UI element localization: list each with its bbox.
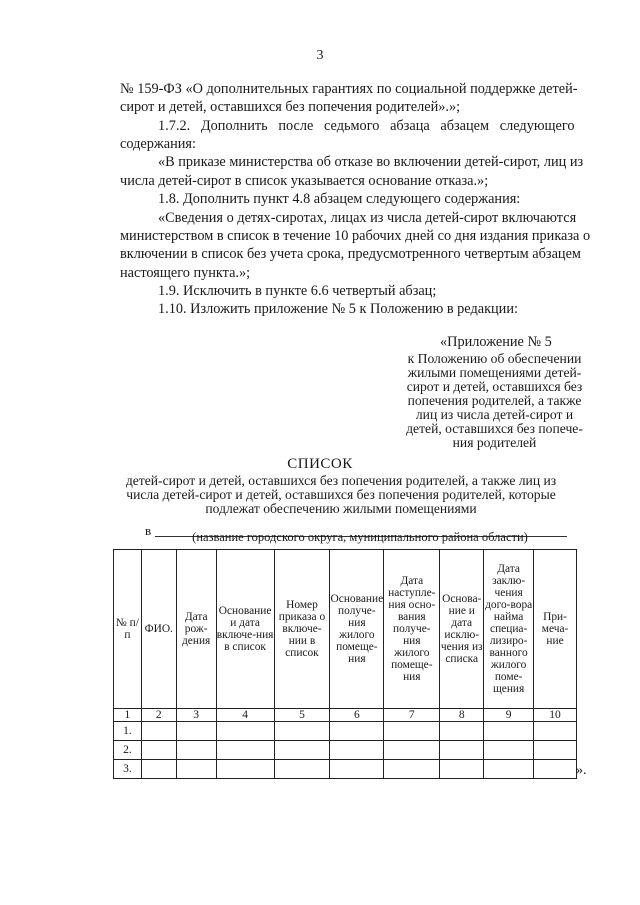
table-row — [114, 741, 577, 760]
appendix-line: ния родителей — [452, 435, 537, 450]
row-number: 2. — [114, 741, 142, 760]
appendix-heading: «Приложение № 5 — [440, 334, 552, 350]
appendix-line: к Положению об обеспечении — [407, 351, 582, 366]
column-number-row — [114, 709, 577, 722]
paragraph-line: «Сведения о детях-сиротах, лицах из числа детей-сирот включаются — [158, 210, 577, 226]
row-number: 1. — [114, 722, 142, 741]
table-cell — [484, 741, 534, 760]
table-cell — [534, 722, 577, 741]
appendix-line: сирот и детей, оставшихся без — [406, 379, 583, 394]
column-number: 10 — [534, 709, 577, 722]
table-cell — [384, 741, 440, 760]
column-number: 3 — [176, 709, 216, 722]
appendix-line: попечения родителей, а также — [407, 393, 582, 408]
table-cell — [176, 741, 216, 760]
paragraph-line: содержания: — [120, 136, 196, 152]
paragraph-line: министерством в список в течение 10 рабочих дней со дня издания приказа о — [120, 228, 591, 244]
column-header: Основание получе-ния жилого помеще-ния — [330, 550, 384, 709]
table-cell — [440, 741, 484, 760]
appendix-line: жилыми помещениями детей- — [407, 365, 582, 380]
column-number: 4 — [216, 709, 274, 722]
table-cell — [274, 722, 330, 741]
paragraph-line: 1.8. Дополнить пункт 4.8 абзацем следующего содержания: — [158, 191, 521, 207]
table-cell — [384, 722, 440, 741]
list-subtitle: детей-сирот и детей, оставшихся без попечения родителей, а также лиц из — [125, 473, 557, 488]
table-row — [114, 760, 577, 779]
paragraph-line: «В приказе министерства об отказе во включении детей-сирот, лиц из — [158, 154, 584, 170]
table-cell — [176, 760, 216, 779]
table-cell — [141, 760, 176, 779]
paragraph-line: 1.7.2. Дополнить после седьмого абзаца абзацем следующего — [158, 118, 575, 134]
column-header: Основа-ние и дата исклю-чения из списка — [440, 550, 484, 709]
column-header: Дата наступле-ния осно-вания получе-ния жилого помеще-ния — [384, 550, 440, 709]
table-cell — [274, 760, 330, 779]
column-number: 2 — [141, 709, 176, 722]
table-cell — [484, 760, 534, 779]
column-header: № п/п — [114, 550, 142, 709]
table-row — [114, 722, 577, 741]
column-header: При-меча-ние — [534, 550, 577, 709]
list-table — [113, 549, 577, 779]
column-number: 6 — [330, 709, 384, 722]
column-header: Дата заклю-чения дого-вора найма специа-лизиро-ванного жилого поме-щения — [484, 550, 534, 709]
table-cell — [274, 741, 330, 760]
table-cell — [216, 760, 274, 779]
page-number: 3 — [316, 48, 324, 63]
column-number: 5 — [274, 709, 330, 722]
table-cell — [440, 760, 484, 779]
list-title: СПИСОК — [287, 456, 353, 472]
table-header-row — [114, 550, 577, 709]
appendix-line: детей, оставшихся без попече- — [406, 421, 583, 436]
table-cell — [141, 741, 176, 760]
column-number: 8 — [440, 709, 484, 722]
municipality-caption: (название городского округа, муниципального района области) — [192, 530, 528, 544]
appendix-line: лиц из числа детей-сирот и — [415, 407, 574, 422]
table-cell — [176, 722, 216, 741]
paragraph-line: № 159-ФЗ «О дополнительных гарантиях по социальной поддержке детей- — [120, 81, 578, 97]
closing-quote: ». — [576, 763, 587, 778]
table-cell — [330, 722, 384, 741]
column-header: ФИО. — [141, 550, 176, 709]
list-subtitle: подлежат обеспечению жилыми помещениями — [205, 501, 477, 516]
paragraph-line: сирот и детей, оставшихся без попечения родителей».»; — [120, 99, 461, 115]
paragraph-line: 1.10. Изложить приложение № 5 к Положению в редакции: — [158, 301, 518, 317]
table-cell — [384, 760, 440, 779]
table-cell — [440, 722, 484, 741]
list-subtitle: числа детей-сирот и детей, оставшихся без попечения родителей, которые — [126, 487, 556, 502]
table-cell — [216, 741, 274, 760]
column-number: 1 — [114, 709, 142, 722]
row-number: 3. — [114, 760, 142, 779]
table-cell — [141, 722, 176, 741]
paragraph-line: 1.9. Исключить в пункте 6.6 четвертый абзац; — [158, 283, 437, 299]
paragraph-line: настоящего пункта.»; — [120, 265, 251, 281]
column-header: Основание и дата включе-ния в список — [216, 550, 274, 709]
paragraph-line: включении в список без учета срока, предусмотренного четвертым абзацем — [120, 246, 581, 262]
column-number: 7 — [384, 709, 440, 722]
table-cell — [330, 741, 384, 760]
column-header: Номер приказа о включе-нии в список — [274, 550, 330, 709]
table-cell — [484, 722, 534, 741]
column-number: 9 — [484, 709, 534, 722]
municipality-prefix: в — [145, 523, 152, 538]
column-header: Дата рож-дения — [176, 550, 216, 709]
table-cell — [534, 760, 577, 779]
table-cell — [330, 760, 384, 779]
table-cell — [216, 722, 274, 741]
paragraph-line: числа детей-сирот в список указывается основание отказа.»; — [120, 173, 489, 189]
table-cell — [534, 741, 577, 760]
